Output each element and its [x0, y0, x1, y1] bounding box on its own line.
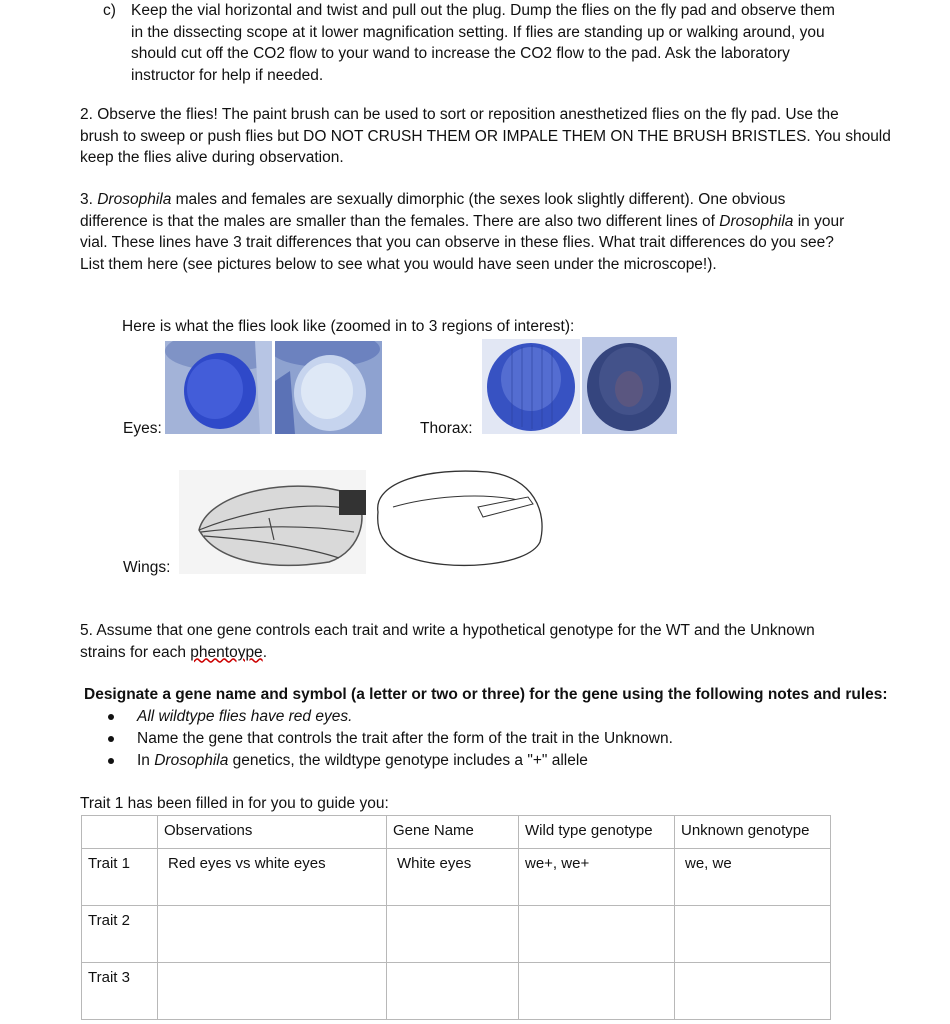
eye-image-unknown	[275, 341, 382, 434]
thorax-image-wildtype	[482, 339, 580, 434]
designate-heading: Designate a gene name and symbol (a letter or two or three) for the gene using the following notes and rules:	[84, 686, 888, 703]
thorax-label: Thorax:	[420, 420, 473, 437]
list-item	[108, 706, 673, 728]
list-item	[108, 750, 673, 772]
wing-image-unknown	[368, 462, 550, 574]
item-c-line: Keep the vial horizontal and twist and pull out the plug. Dump the flies on the fly pad and observe them	[131, 2, 835, 19]
thorax-photo	[582, 337, 677, 434]
text-run: strains for each	[80, 643, 191, 661]
paragraph-5-line	[80, 642, 900, 664]
paragraph-2-line: 2. Observe the flies! The paint brush can be used to sort or reposition anesthetized flies on the fly pad. Use the	[80, 106, 839, 123]
table-header-cell: Wild type genotype	[519, 816, 675, 849]
figures-intro: Here is what the flies look like (zoomed in to 3 regions of interest):	[122, 318, 575, 335]
paragraph-3-line	[80, 211, 930, 233]
paragraph-3-line: vial. These lines have 3 trait differences that you can observe in these flies. What trait differences do you see?	[80, 234, 834, 251]
eye-image-wildtype	[165, 341, 272, 434]
table-cell[interactable]	[158, 963, 387, 1020]
paragraph-3	[80, 189, 930, 275]
table-header-cell	[82, 816, 158, 849]
paragraph-3-line: List them here (see pictures below to see what you would have seen under the microscope!).	[80, 255, 717, 273]
table-cell[interactable]: Red eyes vs white eyes	[158, 849, 387, 906]
paragraph-2-line: keep the flies alive during observation.	[80, 149, 344, 166]
text-run: males and females are sexually dimorphic (the sexes look slightly different). One obvious	[171, 191, 786, 208]
table-cell[interactable]	[519, 906, 675, 963]
table-cell[interactable]	[675, 906, 831, 963]
paragraph-5	[80, 620, 900, 663]
thorax-image-unknown	[582, 337, 677, 434]
paragraph-5-line: 5. Assume that one gene controls each trait and write a hypothetical genotype for the WT and the Unknown	[80, 622, 815, 639]
wings-label: Wings:	[123, 559, 171, 576]
table-cell[interactable]	[158, 906, 387, 963]
bullet-icon	[108, 714, 114, 720]
table-cell[interactable]	[519, 963, 675, 1020]
bullet-icon	[108, 736, 114, 742]
item-c-text	[131, 0, 921, 86]
trait-note: Trait 1 has been filled in for you to guide you:	[80, 795, 389, 812]
table-cell: Trait 3	[82, 963, 158, 1020]
thorax-photo	[482, 339, 580, 434]
item-c-label: c)	[103, 2, 116, 19]
eyes-label: Eyes:	[123, 420, 162, 437]
table-cell: Trait 2	[82, 906, 158, 963]
table-cell[interactable]	[675, 963, 831, 1020]
table-cell: Trait 1	[82, 849, 158, 906]
text-run: .	[262, 643, 267, 661]
table-row	[82, 849, 831, 906]
italic-term: Drosophila	[154, 752, 229, 769]
wing-drawing	[368, 462, 550, 574]
italic-term: Drosophila	[719, 212, 794, 230]
paragraph-3-line	[80, 189, 930, 211]
table-header-cell: Observations	[158, 816, 387, 849]
rule-text: Name the gene that controls the trait after the form of the trait in the Unknown.	[137, 730, 673, 747]
table-row	[82, 906, 831, 963]
item-c-line: should cut off the CO2 flow to your wand to increase the CO2 flow to the pad. Ask the laboratory	[131, 45, 790, 62]
table-header-cell: Unknown genotype	[675, 816, 831, 849]
text-run: 3.	[80, 191, 98, 208]
table-cell[interactable]: we, we	[675, 849, 831, 906]
item-c-line: in the dissecting scope at it lower magnification setting. If flies are standing up or walking around, you	[131, 23, 825, 41]
item-c-line: instructor for help if needed.	[131, 66, 324, 84]
table-cell[interactable]	[387, 963, 519, 1020]
paragraph-2	[80, 104, 925, 169]
eye-photo	[165, 341, 272, 434]
rules-list	[108, 706, 673, 772]
paragraph-2-line: brush to sweep or push flies but DO NOT CRUSH THEM OR IMPALE THEM ON THE BRUSH BRISTLES. You should	[80, 127, 891, 145]
table-cell[interactable]: White eyes	[387, 849, 519, 906]
rule-text: All wildtype flies have red eyes.	[137, 708, 353, 725]
text-run: In	[137, 752, 155, 769]
misspelled-word: phentoype	[190, 643, 263, 661]
wing-image-wildtype	[179, 470, 366, 574]
table-row	[82, 963, 831, 1020]
table-cell[interactable]: we+, we+	[519, 849, 675, 906]
trait-table	[81, 815, 831, 1020]
wing-photo	[179, 470, 366, 574]
table-header-cell: Gene Name	[387, 816, 519, 849]
eye-photo	[275, 341, 382, 434]
table-header-row	[82, 816, 831, 849]
italic-term: Drosophila	[97, 191, 172, 208]
table-cell[interactable]	[387, 906, 519, 963]
text-run: difference is that the males are smaller than the females. There are also two different lines of	[80, 212, 720, 230]
text-run: in your	[793, 212, 845, 230]
bullet-icon	[108, 758, 114, 764]
list-item	[108, 728, 673, 750]
text-run: genetics, the wildtype genotype includes a "+" allele	[228, 752, 588, 769]
